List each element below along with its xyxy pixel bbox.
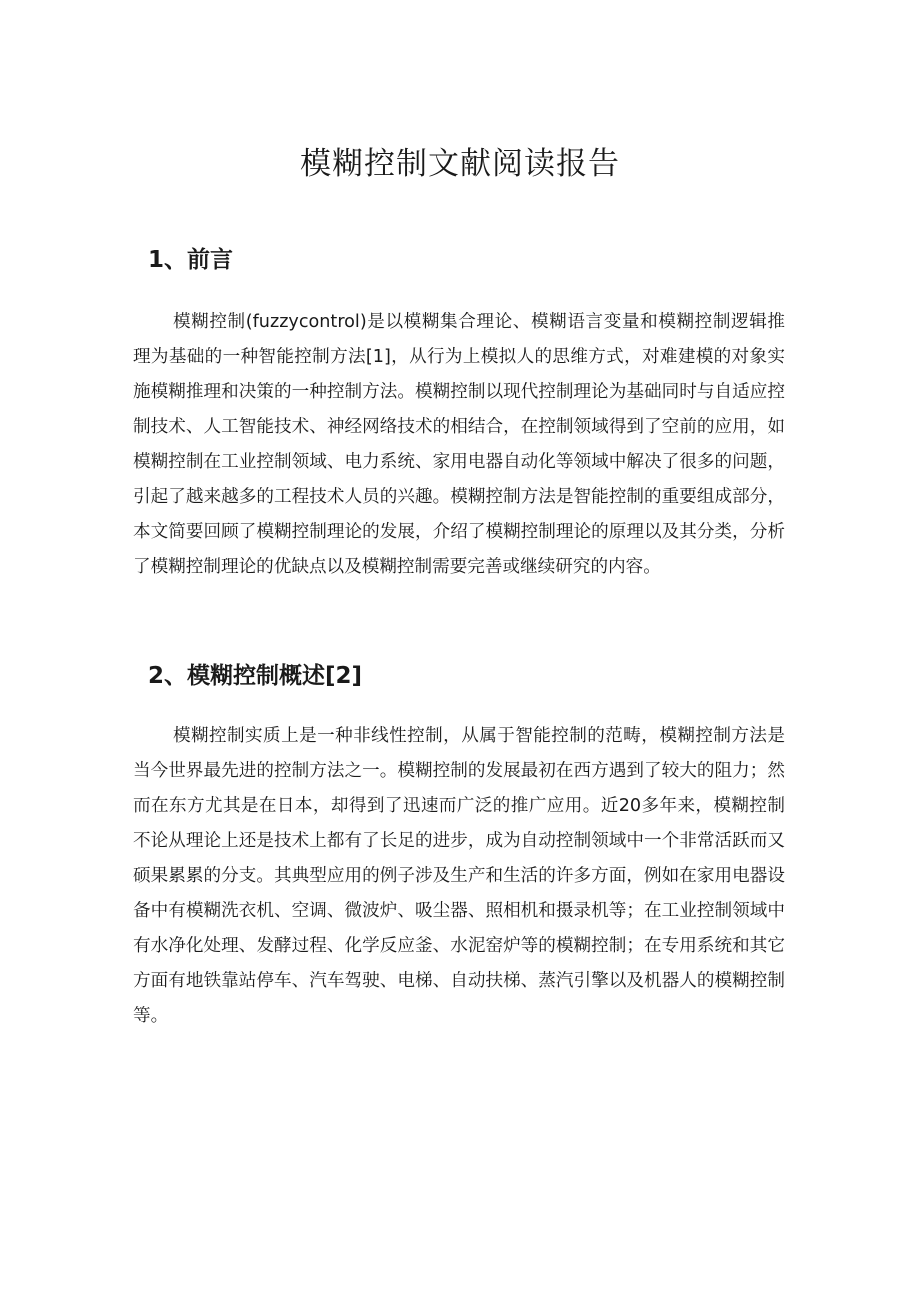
document-title: 模糊控制文献阅读报告 xyxy=(300,146,620,182)
section-paragraph-overview: 模糊控制实质上是一种非线性控制，从属于智能控制的范畴，模糊控制方法是当今世界最先进的控制方法之一。模糊控制的发展最初在西方遇到了较大的阻力；然而在东方尤其是在日本，却得到了迅速而广泛的推广应用。近20多年来，模糊控制不论从理论上还是技术上都有了长足的进步，成为自动控制领域中一个非常活跃而又硕果累累的分支。其典型应用的例子涉及生产和生活的许多方面，例如在家用电器设备中有模糊洗衣机、空调、微波炉、吸尘器、照相机和摄录机等；在工业控制领域中有水净化处理、发酵过程、化学反应釜、水泥窑炉等的模糊控制；在专用系统和其它方面有地铁靠站停车、汽车驾驶、电梯、自动扶梯、蒸汽引擎以及机器人的模糊控制等。 xyxy=(133,726,785,1026)
section-paragraph-preface: 模糊控制(fuzzycontrol)是以模糊集合理论、模糊语言变量和模糊控制逻辑推理为基础的一种智能控制方法[1]，从行为上模拟人的思维方式，对难建模的对象实施模糊推理和决策的一种控制方法。模糊控制以现代控制理论为基础同时与自适应控制技术、人工智能技术、神经网络技术的相结合，在控制领域得到了空前的应用，如模糊控制在工业控制领域、电力系统、家用电器自动化等领域中解决了很多的问题，引起了越来越多的工程技术人员的兴趣。模糊控制方法是智能控制的重要组成部分，本文简要回顾了模糊控制理论的发展，介绍了模糊控制理论的原理以及其分类，分析了模糊控制理论的优缺点以及模糊控制需要完善或继续研究的内容。 xyxy=(133,312,785,577)
section-heading-preface: 1、前言 xyxy=(148,247,234,273)
section-heading-overview: 2、模糊控制概述[2] xyxy=(148,663,363,689)
